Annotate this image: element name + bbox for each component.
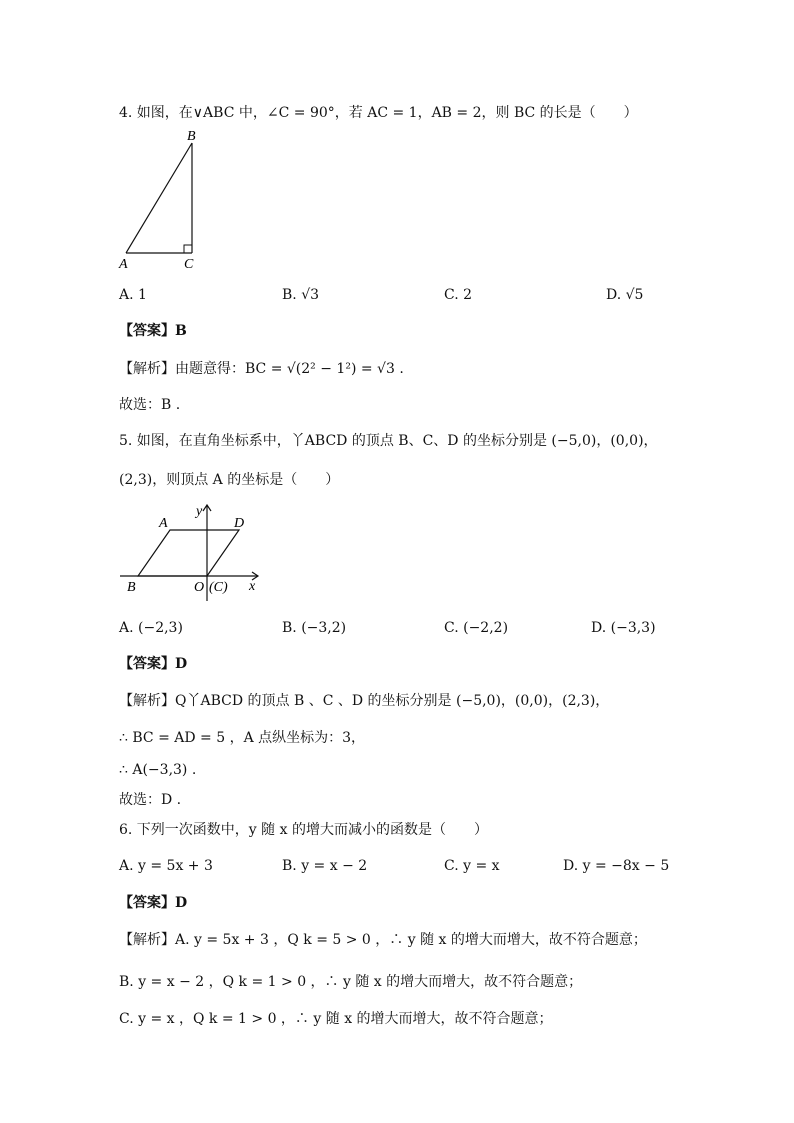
q5-stem-line2: (2,3)，则顶点 A 的坐标是（ ）	[119, 472, 340, 488]
q6-analysis-a: 【解析】A. y = 5x + 3 ，Q k = 5 > 0 ，∴ y 随 x 的增大而增大，故不符合题意；	[119, 932, 647, 948]
q5-analysis-line2: ∴ BC = AD = 5 ，A 点纵坐标为：3，	[119, 730, 366, 746]
q5-label-o: O	[194, 580, 205, 595]
q4-label-c: C	[184, 257, 194, 272]
q5-stem-line1: 5. 如图，在直角坐标系中，丫ABCD 的顶点 B、C、D 的坐标分别是 (−5,0)，(0,0)，	[119, 433, 658, 449]
q6-option-b: B. y = x − 2	[282, 858, 368, 874]
q4-side-ab	[126, 143, 192, 253]
q5-option-d: D. (−3,3)	[591, 620, 656, 636]
q6-answer: 【答案】D	[119, 895, 188, 911]
q4-option-b: B. √3	[282, 287, 320, 303]
q4-label-b: B	[187, 129, 196, 144]
q4-analysis: 【解析】由题意得：BC = √(2² − 1²) = √3 .	[119, 361, 404, 377]
q5-label-c: (C)	[209, 580, 228, 595]
q6-analysis-c: C. y = x ，Q k = 1 > 0 ，∴ y 随 x 的增大而增大，故不符合题意；	[119, 1011, 553, 1027]
q5-option-a: A. (−2,3)	[119, 620, 183, 636]
q5-parallelogram	[138, 530, 239, 576]
q4-option-c: C. 2	[444, 287, 473, 303]
q5-option-c: C. (−2,2)	[444, 620, 509, 636]
q4-right-angle-mark	[184, 245, 192, 253]
q5-label-a: A	[159, 516, 168, 531]
q4-option-d: D. √5	[606, 287, 644, 303]
q4-option-a: A. 1	[119, 287, 147, 303]
q5-answer: 【答案】D	[119, 656, 188, 672]
q5-option-b: B. (−3,2)	[282, 620, 347, 636]
q6-option-c: C. y = x	[444, 858, 500, 874]
q6-stem: 6. 下列一次函数中，y 随 x 的增大而减小的函数是（ ）	[119, 822, 488, 838]
q5-analysis-line1: 【解析】Q丫ABCD 的顶点 B 、C 、D 的坐标分别是 (−5,0)，(0,0)，(2,3)，	[119, 693, 610, 709]
q4-conclusion: 故选：B .	[119, 397, 181, 413]
q4-stem: 4. 如图，在∨ABC 中，∠C = 90°，若 AC = 1，AB = 2，则 BC 的长是（ ）	[119, 105, 638, 121]
q5-label-b: B	[127, 580, 136, 595]
q4-answer: 【答案】B	[119, 323, 187, 339]
q6-analysis-b: B. y = x − 2 ，Q k = 1 > 0 ，∴ y 随 x 的增大而增大，故不符合题意；	[119, 974, 583, 990]
q5-label-d: D	[234, 516, 245, 531]
q5-conclusion: 故选：D .	[119, 792, 182, 808]
q4-triangle-figure	[112, 126, 212, 272]
q4-label-a: A	[119, 257, 128, 272]
q5-label-y: y	[196, 504, 203, 519]
q5-label-x: x	[249, 579, 256, 594]
q6-option-a: A. y = 5x + 3	[119, 858, 213, 874]
q5-analysis-line3: ∴ A(−3,3) .	[119, 762, 197, 778]
q5-parallelogram-figure	[115, 500, 265, 604]
q6-option-d: D. y = −8x − 5	[563, 858, 670, 874]
